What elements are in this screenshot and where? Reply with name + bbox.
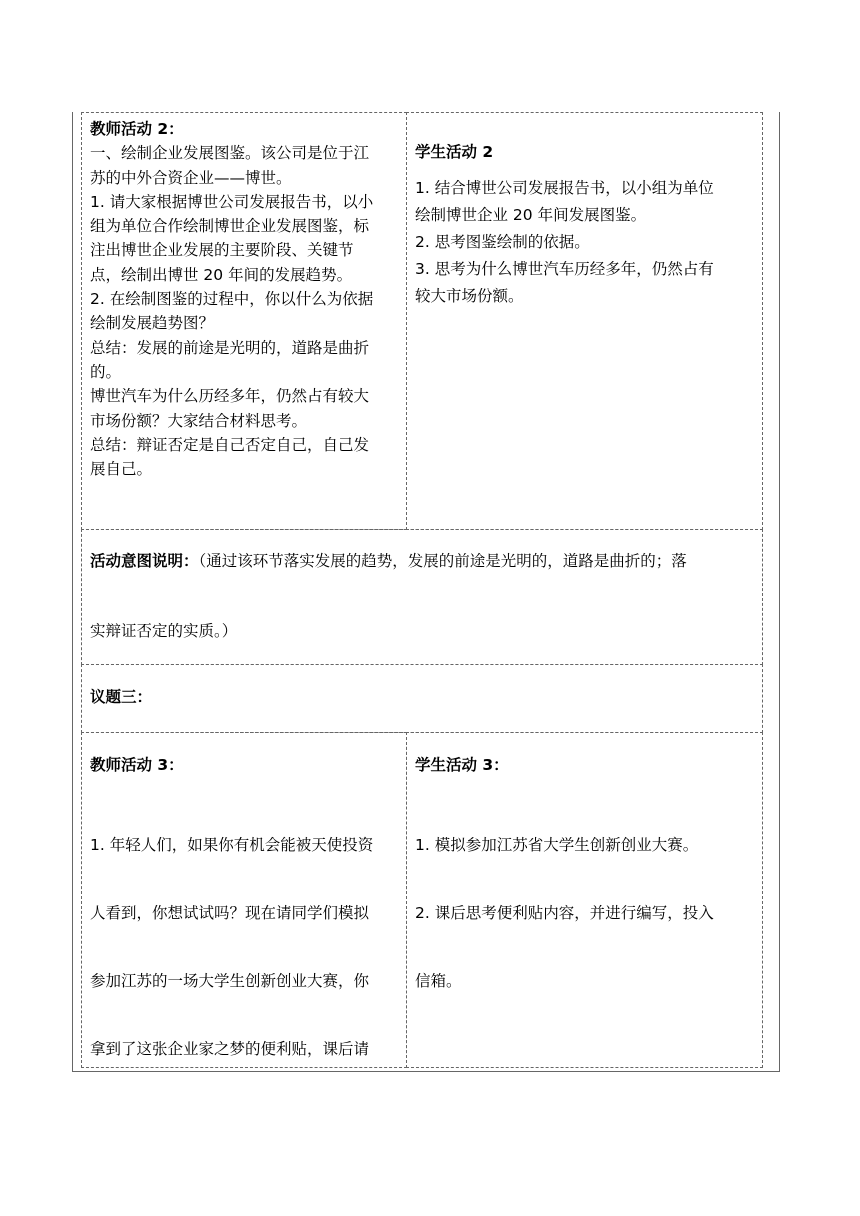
student-activity-2-line: 3. 思考为什么博世汽车历经多年，仍然占有 [415,260,714,278]
student-activity-2-line: 较大市场份额。 [415,287,524,305]
page-border-left [72,112,73,1072]
topic-3-label: 议题三： [90,688,153,706]
teacher-activity-2-line: 总结：发展的前途是光明的，道路是曲折 [90,338,370,357]
teacher-activity-3-line: 1. 年轻人们，如果你有机会能被天使投资 [90,836,374,854]
student-activity-2-line: 2. 思考图鉴绘制的依据。 [415,233,590,251]
activity-intent-label: 活动意图说明： [90,552,199,570]
teacher-activity-2-heading: 教师活动 2： [90,120,184,138]
teacher-activity-2-line: 的。 [90,362,122,381]
teacher-activity-2-line: 展自己。 [90,460,153,479]
student-activity-3-line: 信箱。 [415,972,462,990]
teacher-activity-3-cell [81,732,407,1068]
document-page [72,112,780,1072]
activity-intent-text-continued: 实辩证否定的实质。） [90,622,238,640]
teacher-activity-2-line: 一、绘制企业发展图鉴。该公司是位于江 [90,144,370,163]
student-activity-2-line: 1. 结合博世公司发展报告书，以小组为单位 [415,179,714,197]
teacher-activity-2-line: 点，绘制出博世 20 年间的发展趋势。 [90,265,353,284]
student-activity-2-heading: 学生活动 2 [415,143,494,161]
student-activity-3-line: 2. 课后思考便利贴内容，并进行编写，投入 [415,904,714,922]
student-activity-3-cell [406,732,763,1068]
teacher-activity-2-line: 2. 在绘制图鉴的过程中，你以什么为依据 [90,290,374,309]
teacher-activity-2-line: 1. 请大家根据博世公司发展报告书，以小 [90,192,374,211]
teacher-activity-3-line: 人看到，你想试试吗？现在请同学们模拟 [90,904,370,922]
activity-intent-text: （通过该环节落实发展的趋势，发展的前途是光明的，道路是曲折的；落 [198,552,687,570]
topic-3-cell [81,664,763,733]
teacher-activity-2-line: 市场份额？大家结合材料思考。 [90,411,308,430]
teacher-activity-2-line: 博世汽车为什么历经多年，仍然占有较大 [90,387,370,406]
teacher-activity-2-line: 苏的中外合资企业——博世。 [90,168,292,187]
student-activity-2-line: 绘制博世企业 20 年间发展图鉴。 [415,206,647,224]
teacher-activity-2-line: 组为单位合作绘制博世企业发展图鉴，标 [90,217,370,236]
teacher-activity-3-line: 拿到了这张企业家之梦的便利贴，课后请 [90,1040,370,1058]
student-activity-2-cell [406,112,763,530]
teacher-activity-3-heading: 教师活动 3： [90,756,184,774]
teacher-activity-3-line: 参加江苏的一场大学生创新创业大赛，你 [90,972,370,990]
student-activity-3-line: 1. 模拟参加江苏省大学生创新创业大赛。 [415,836,699,854]
lesson-table [81,112,763,1068]
page-border-right [779,112,780,1072]
teacher-activity-2-cell [81,112,407,530]
activity-intent-cell [81,529,763,665]
student-activity-3-heading: 学生活动 3： [415,756,509,774]
teacher-activity-2-line: 绘制发展趋势图？ [90,314,215,333]
teacher-activity-2-line: 总结：辩证否定是自己否定自己，自己发 [90,435,370,454]
teacher-activity-2-line: 注出博世企业发展的主要阶段、关键节 [90,241,354,260]
